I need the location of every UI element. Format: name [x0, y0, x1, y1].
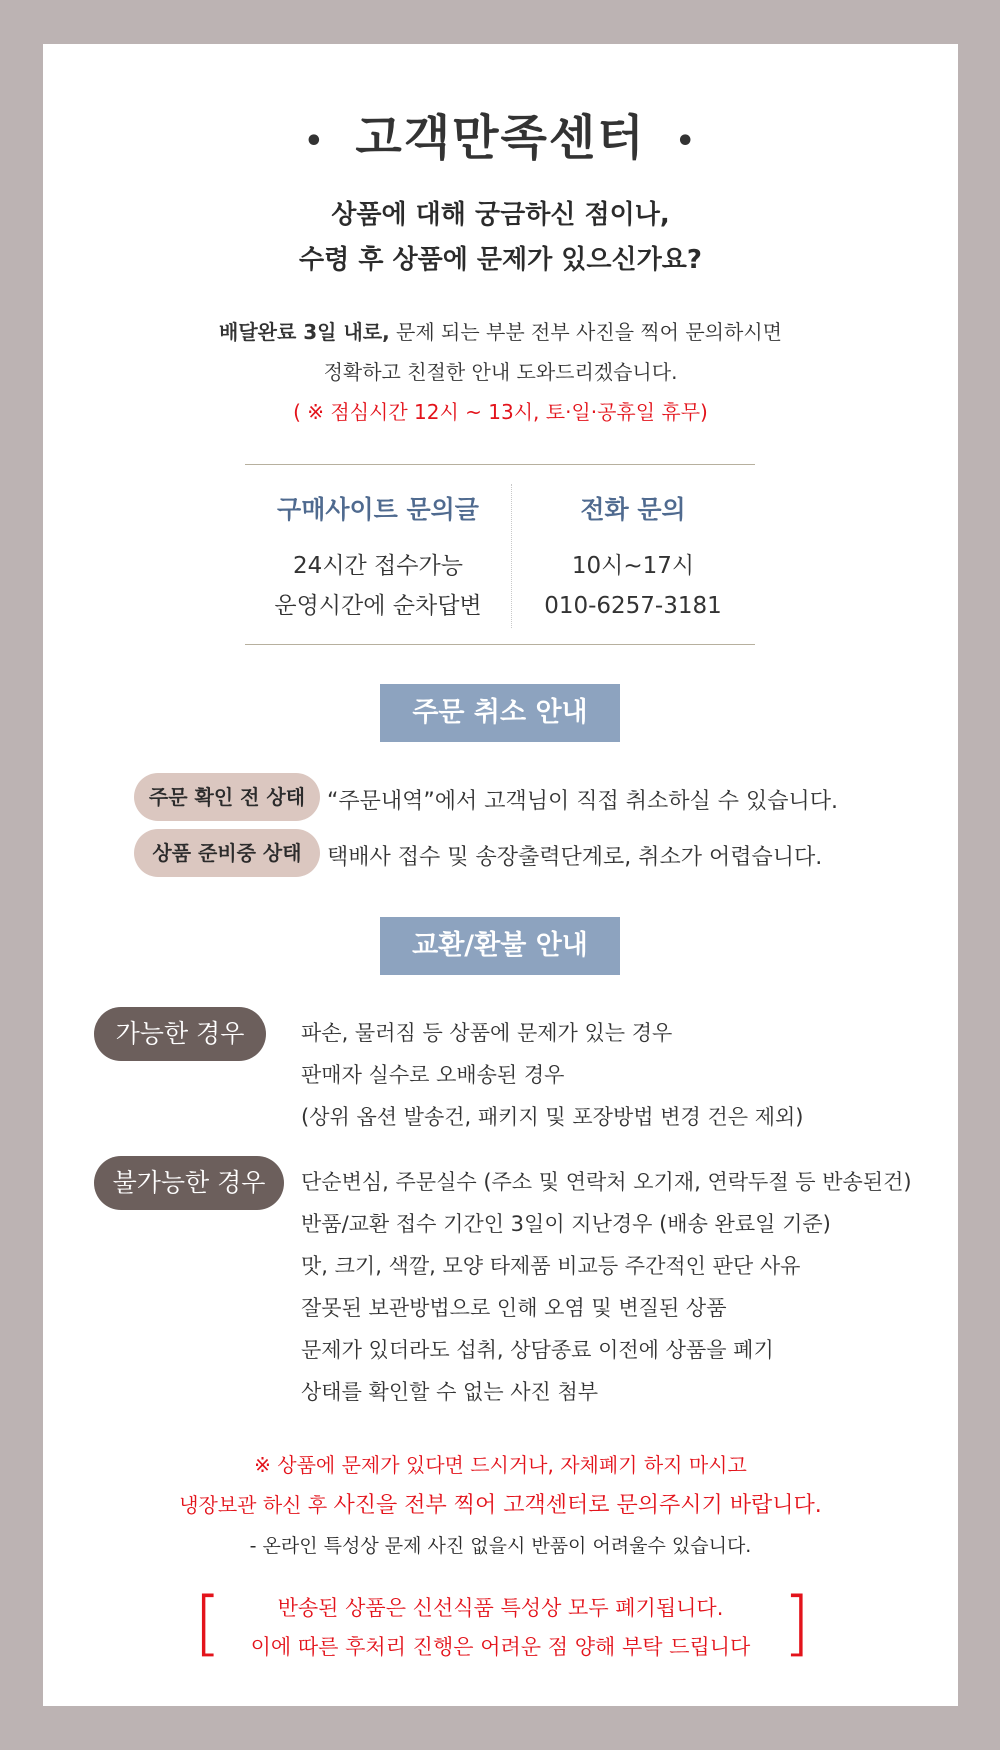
contact-site-line1: 24시간 접수가능 [293, 553, 463, 579]
info-line-1 [43, 316, 958, 345]
notice-line-2-pre: 냉장보관 하신 후 [179, 1493, 334, 1517]
info-rest: 문제 되는 부분 전부 사진을 찍어 문의하시면 [389, 320, 782, 344]
contact-site [245, 490, 511, 626]
title-dot-right: • [675, 123, 697, 159]
bracket-left: [ [194, 1582, 222, 1664]
title-dot-left: • [304, 123, 326, 159]
contact-phone [511, 490, 755, 626]
page-title [43, 99, 958, 168]
list-item: 반품/교환 접수 기간인 3일이 지난경우 (배송 완료일 기준) [301, 1212, 831, 1236]
notice-line-1: ※ 상품에 문제가 있다면 드시거나, 자체폐기 하지 마시고 [254, 1453, 747, 1477]
contact-phone-hours: 10시~17시 [571, 553, 695, 579]
list-item: 문제가 있더라도 섭취, 상담종료 이전에 상품을 폐기 [301, 1338, 774, 1362]
list-item: 판매자 실수로 오배송된 경우 [301, 1063, 565, 1087]
list-item: 단순변심, 주문실수 (주소 및 연락처 오기재, 연락두절 등 반송된건) [301, 1170, 912, 1194]
question-line-1: 상품에 대해 궁금하신 점이나, [331, 200, 670, 230]
notice-line-2 [43, 1488, 958, 1519]
list-item: 상태를 확인할 수 없는 사진 첨부 [301, 1380, 599, 1404]
list-item: 맛, 크기, 색깔, 모양 타제품 비교등 주간적인 판단 사유 [301, 1254, 801, 1278]
impossible-tag: 불가능한 경우 [94, 1156, 284, 1210]
info-bold: 배달완료 3일 내로, [219, 320, 390, 344]
notice-line-3: - 온라인 특성상 문제 사진 없을시 반품이 어려울수 있습니다. [249, 1535, 752, 1557]
list-item: 파손, 물러짐 등 상품에 문제가 있는 경우 [301, 1021, 673, 1045]
cancel-text-before-confirm: “주문내역”에서 고객님이 직접 취소하실 수 있습니다. [327, 789, 839, 814]
contact-site-line2: 운영시간에 순차답변 [274, 593, 482, 619]
final-line-2: 이에 따른 후처리 진행은 어려운 점 양해 부탁 드립니다 [250, 1635, 751, 1659]
contact-phone-heading: 전화 문의 [580, 495, 686, 524]
list-item: 잘못된 보관방법으로 인해 오염 및 변질된 상품 [301, 1296, 727, 1320]
possible-tag: 가능한 경우 [94, 1007, 266, 1061]
title-text: 고객만족센터 [355, 110, 646, 166]
cancel-tag-preparing: 상품 준비중 상태 [134, 829, 320, 877]
impossible-list [301, 1161, 912, 1413]
info-card [43, 44, 958, 1706]
hours-notice: ( ※ 점심시간 12시 ~ 13시, 토·일·공휴일 휴무) [293, 400, 708, 424]
cancel-tag-before-confirm: 주문 확인 전 상태 [134, 773, 320, 821]
cancel-banner: 주문 취소 안내 [380, 684, 620, 742]
contact-site-heading: 구매사이트 문의글 [277, 495, 479, 524]
divider-top [245, 464, 755, 465]
contact-phone-number: 010-6257-3181 [544, 593, 722, 619]
bracket-right: ] [783, 1582, 811, 1664]
cancel-text-preparing: 택배사 접수 및 송장출력단계로, 취소가 어렵습니다. [327, 845, 823, 870]
list-item: (상위 옵션 발송건, 패키지 및 포장방법 변경 건은 제외) [301, 1105, 804, 1129]
divider-bottom [245, 644, 755, 645]
question-line-2: 수령 후 상품에 문제가 있으신가요? [299, 245, 702, 275]
possible-list [301, 1012, 803, 1138]
info-line-2: 정확하고 친절한 안내 도와드리겠습니다. [323, 360, 678, 384]
notice-line-2-emphasis: 사진을 전부 찍어 고객센터로 문의주시기 바랍니다. [333, 1493, 822, 1518]
final-line-1: 반송된 상품은 신선식품 특성상 모두 폐기됩니다. [277, 1596, 724, 1620]
exchange-banner: 교환/환불 안내 [380, 917, 620, 975]
